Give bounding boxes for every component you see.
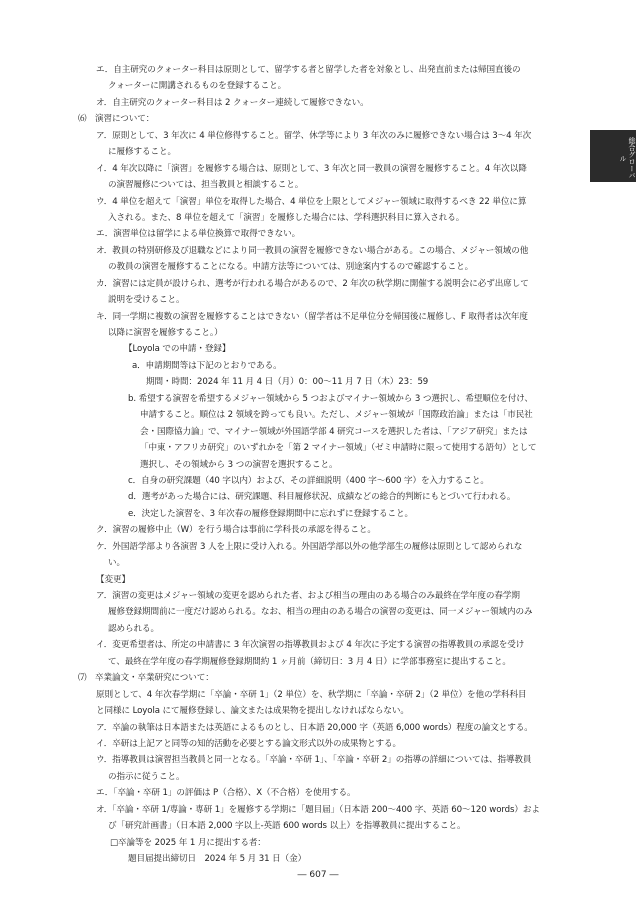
- text-line: ウ．4 単位を超えて「演習」単位を取得した場合、4 単位を上限としてメジャー領域に取得するべき 22 単位に算: [96, 196, 527, 207]
- text-line: ケ．外国語学部より各演習 3 人を上限に受け入れる。外国語学部以外の他学部生の履修は原則として認められな: [96, 541, 523, 552]
- text-line: 題目届提出締切日 2024 年 5 月 31 日（金）: [128, 854, 307, 864]
- text-line: b. 希望する演習を希望するメジャー領域から 5 つおよびマイナー領域から 3 つ選択し、希望順位を付け、: [128, 393, 533, 404]
- text-line: イ．変更希望者は、所定の申請書に 3 年次演習の指導教員および 4 年次に予定する演習の指導教員の承認を受け: [96, 640, 525, 651]
- section-side-tab: 総合グローバル: [590, 130, 636, 182]
- text-line: 原則として、4 年次春学期に「卒論・卒研 1」（2 単位）を、秋学期に「卒論・卒研 2」（2 単位）を他の学科科目: [96, 689, 527, 700]
- text-line: の教員の演習を履修することになる。申請方法等については、別途案内するので確認すること。: [108, 262, 474, 273]
- text-line: カ．演習には定員が設けられ、選考が行われる場合があるので、2 年次の秋学期に開催する説明会に必ず出席して: [96, 278, 529, 289]
- text-line: 以降に演習を履修すること。）: [108, 328, 223, 338]
- text-line: に履修すること。: [108, 147, 176, 158]
- text-line: 説明を受けること。: [108, 295, 185, 306]
- text-line: オ．「卒論・卒研 1/専論・専研 1」を履修する学期に「題目届」（日本語 200～400 字、英語 60～120 words）およ: [96, 804, 540, 815]
- text-line: オ．教員の特別研修及び退職などにより同一教員の演習を履修できない場合がある。この場合、メジャー領域の他: [96, 245, 529, 256]
- text-line: 申請すること。順位は 2 領域を跨っても良い。ただし、メジャー領域が「国際政治論」または「市民社: [140, 410, 533, 421]
- text-line: ウ．指導教員は演習担当教員と同一となる。「卒論・卒研 1」、「卒論・卒研 2」の指導の詳細については、指導教員: [96, 755, 532, 766]
- text-line: e．決定した演習を、3 年次春の履修登録期間中に忘れずに登録すること。: [128, 508, 413, 519]
- text-line: d．選考があった場合には、研究課題、科目履修状況、成績などの総合的判断にもとづいて行われる。: [128, 492, 516, 503]
- text-line: て、最終在学年度の春学期履修登録期間約 1 ヶ月前（締切日：3 月 4 日）に学部事務室に提出すること。: [108, 656, 511, 667]
- text-line: c．自身の研究課題（40 字以内）および、その詳細説明（400 字～600 字）を入力すること。: [128, 475, 489, 486]
- text-line: a．申請期間等は下記のとおりである。: [132, 360, 282, 371]
- text-line: 入される。また、8 単位を超えて「演習」を履修した場合には、学科選択科目に算入される。: [108, 212, 465, 223]
- text-line: 選択し、その領域から 3 つの演習を選択すること。: [140, 459, 338, 470]
- text-line: の演習履修については、担当教員と相談すること。: [108, 180, 304, 191]
- text-line: ⑺ 卒業論文・卒業研究について：: [78, 673, 214, 684]
- text-line: □卒論等を 2025 年 1 月に提出する者：: [110, 837, 266, 848]
- text-line: イ．4 年次以降に「演習」を履修する場合は、原則として、3 年次と同一教員の演習を履修すること。4 年次以降: [96, 163, 527, 174]
- text-line: 「中東・アフリカ研究」のいずれかを「第 2 マイナー領域」（ゼミ申請時に限って使用する語句）として: [140, 443, 537, 454]
- text-line: ク．演習の履修中止（W）を行う場合は事前に学科長の承認を得ること。: [96, 525, 376, 536]
- text-line: エ．演習単位は留学による単位換算で取得できない。: [96, 229, 301, 240]
- text-line: イ．卒研は上記アと同等の知的活動を必要とする論文形式以外の成果物とする。: [96, 738, 402, 749]
- text-line: エ．自主研究のクォーター科目は原則として、留学する者と留学した者を対象とし、出発直前または帰国直後の: [96, 65, 521, 75]
- text-line: い。: [108, 558, 125, 569]
- text-line: キ．同一学期に複数の演習を履修することはできない（留学者は不足単位分を帰国後に履修し、F 取得者は次年度: [96, 311, 528, 322]
- text-line: 会・国際協力論」で、マイナー領域が外国語学部 4 研究コースを選択した者は、「アジア研究」または: [140, 426, 528, 437]
- text-line: ア．演習の変更はメジャー領域の変更を認められた者、および相当の理由のある場合のみ最終在学年度の春学期: [96, 591, 520, 601]
- page-number: ― 607 ―: [297, 870, 339, 880]
- text-line: と同様に Loyola にて履修登録し、論文または成果物を提出しなければならない。: [96, 706, 409, 717]
- text-line: 履修登録期間前に一度だけ認められる。なお、相当の理由のある場合の演習の変更は、同一メジャー領域内のみ: [108, 607, 533, 618]
- text-line: 期間・時間：2024 年 11 月 4 日（月）0：00～11 月 7 日（木）23：59: [146, 377, 429, 388]
- text-line: クォーターに開講されるものを登録すること。: [108, 81, 287, 92]
- text-line: 【変更】: [96, 574, 130, 585]
- text-line: 認められる。: [108, 623, 159, 634]
- text-line: 【Loyola での申請・登録】: [124, 344, 231, 355]
- text-line: の指示に従うこと。: [108, 771, 185, 782]
- text-line: エ．「卒論・卒研 1」の評価は P（合格）、X（不合格）を使用する。: [96, 788, 356, 799]
- text-line: ア．原則として、3 年次に 4 単位修得すること。留学、休学等により 3 年次のみに履修できない場合は 3～4 年次: [96, 130, 532, 141]
- text-line: オ．自主研究のクォーター科目は 2 クォーター連続して履修できない。: [96, 97, 369, 108]
- text-line: び「研究計画書」（日本語 2,000 字以上-英語 600 words 以上）を指導教員に提出すること。: [108, 821, 466, 832]
- text-line: ア．卒論の執筆は日本語または英語によるものとし、日本語 20,000 字（英語 6,000 words）程度の論文とする。: [96, 722, 533, 733]
- text-line: ⑹ 演習について：: [78, 114, 155, 125]
